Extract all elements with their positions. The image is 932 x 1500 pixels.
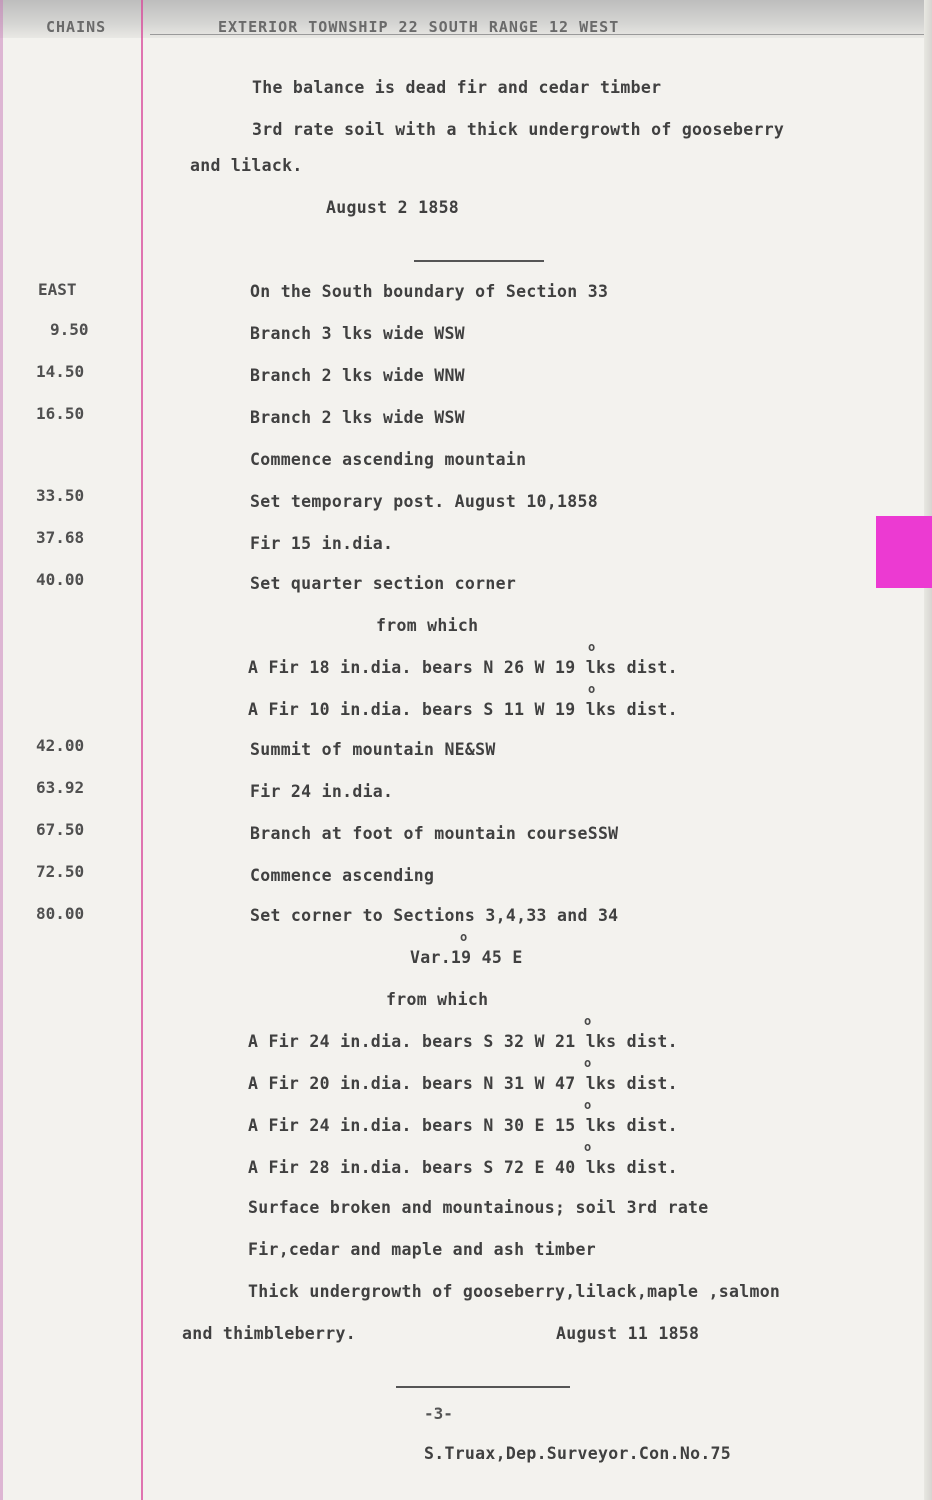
row-chain: 72.50 — [36, 862, 85, 881]
degree-mark: o — [584, 1098, 592, 1112]
row-text: Set quarter section corner — [250, 574, 517, 593]
row-text: Fir,cedar and maple and ash timber — [248, 1240, 596, 1259]
degree-mark: o — [460, 930, 468, 944]
degree-mark: o — [584, 1014, 592, 1028]
row-text: On the South boundary of Section 33 — [250, 282, 609, 301]
intro-date: August 2 1858 — [326, 198, 460, 217]
row-chain: 42.00 — [36, 736, 85, 755]
row-chain: 37.68 — [36, 528, 85, 547]
row-text: Commence ascending — [250, 866, 435, 885]
row-text: A Fir 20 in.dia. bears N 31 W 47 lks dist. — [248, 1074, 678, 1093]
row-text: Branch 2 lks wide WSW — [250, 408, 465, 427]
row-text: A Fir 10 in.dia. bears S 11 W 19 lks dist. — [248, 700, 678, 719]
degree-mark: o — [584, 1056, 592, 1070]
chains-column-header: CHAINS — [46, 18, 107, 36]
row-text: from which — [386, 990, 489, 1009]
row-text: Commence ascending mountain — [250, 450, 527, 469]
row-chain: 33.50 — [36, 486, 85, 505]
row-text: Set corner to Sections 3,4,33 and 34 — [250, 906, 619, 925]
row-text: Summit of mountain NE&SW — [250, 740, 496, 759]
row-text: Branch 3 lks wide WSW — [250, 324, 465, 343]
row-text: from which — [376, 616, 479, 635]
intro-line-3: and lilack. — [190, 156, 303, 175]
row-chain: 14.50 — [36, 362, 85, 381]
intro-line-1: The balance is dead fir and cedar timber — [252, 78, 662, 97]
degree-mark: o — [584, 1140, 592, 1154]
row-chain: 16.50 — [36, 404, 85, 423]
page-edge-shadow — [924, 0, 932, 1500]
closing-date: August 11 1858 — [556, 1324, 700, 1343]
degree-mark: o — [588, 682, 596, 696]
row-text: Branch 2 lks wide WNW — [250, 366, 465, 385]
row-text: A Fir 24 in.dia. bears N 30 E 15 lks dist. — [248, 1116, 678, 1135]
row-chain: 67.50 — [36, 820, 85, 839]
surveyor-signature: S.Truax,Dep.Surveyor.Con.No.75 — [424, 1444, 732, 1463]
row-chain: 9.50 — [50, 320, 89, 339]
row-chain: 40.00 — [36, 570, 85, 589]
closing-line: and thimbleberry. — [182, 1324, 356, 1343]
row-text: A Fir 18 in.dia. bears N 26 W 19 lks dist. — [248, 658, 678, 677]
row-text: Set temporary post. August 10,1858 — [250, 492, 598, 511]
signature-divider — [396, 1386, 570, 1388]
row-text: A Fir 28 in.dia. bears S 72 E 40 lks dist. — [248, 1158, 678, 1177]
row-text: A Fir 24 in.dia. bears S 32 W 21 lks dist. — [248, 1032, 678, 1051]
row-chain: 63.92 — [36, 778, 85, 797]
page-tab-marker — [876, 516, 932, 588]
left-edge — [0, 0, 3, 1500]
margin-line — [141, 0, 143, 1500]
degree-mark: o — [588, 640, 596, 654]
east-heading: EAST — [38, 280, 77, 299]
row-chain: 80.00 — [36, 904, 85, 923]
intro-line-2: 3rd rate soil with a thick undergrowth of gooseberry — [252, 120, 785, 139]
row-text: Fir 15 in.dia. — [250, 534, 394, 553]
row-text: Branch at foot of mountain courseSSW — [250, 824, 619, 843]
row-text: Var.19 45 E — [410, 948, 523, 967]
page-number: -3- — [424, 1404, 453, 1423]
row-text: Fir 24 in.dia. — [250, 782, 394, 801]
row-text: Thick undergrowth of gooseberry,lilack,maple ,salmon — [248, 1282, 781, 1301]
row-text: Surface broken and mountainous; soil 3rd rate — [248, 1198, 709, 1217]
page-title: EXTERIOR TOWNSHIP 22 SOUTH RANGE 12 WEST — [218, 18, 620, 36]
section-divider — [414, 260, 544, 262]
